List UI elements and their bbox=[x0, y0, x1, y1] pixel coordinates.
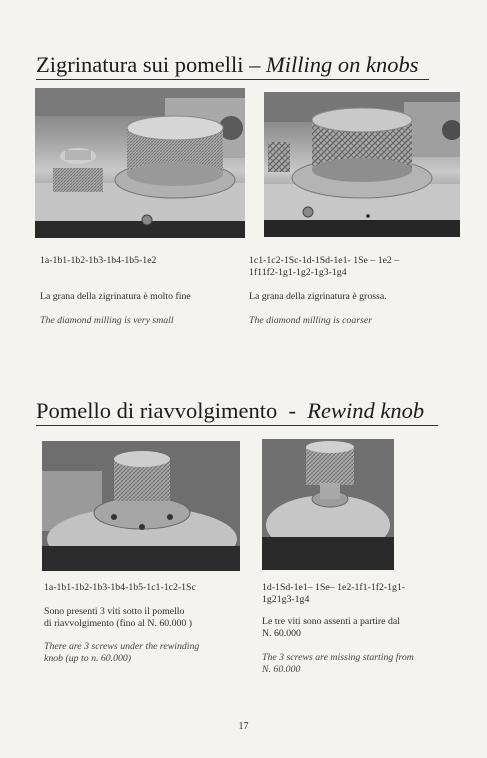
description-italian-fine: La grana della zigrinatura è molto fine bbox=[40, 291, 191, 302]
title-italian: Zigrinatura sui pomelli bbox=[36, 52, 244, 77]
description-english-with-screws-line2: knob (up to n. 60.000) bbox=[44, 653, 132, 664]
photo-coarse-milling-knob bbox=[264, 92, 460, 237]
camera-knob-illustration bbox=[264, 92, 460, 237]
section-title-milling bbox=[36, 52, 429, 80]
description-english-with-screws-line1: There are 3 screws under the rewinding bbox=[44, 641, 200, 652]
photo-fine-milling-knob bbox=[35, 88, 245, 238]
rewind-knob-illustration bbox=[262, 439, 394, 570]
description-italian-coarse: La grana della zigrinatura è grossa. bbox=[249, 291, 387, 302]
model-codes-coarse-line2: 1f11f2-1g1-1g2-1g3-1g4 bbox=[249, 267, 347, 278]
description-italian-without-screws-line1: Le tre viti sono assenti a partire dal bbox=[262, 616, 400, 627]
title-italian: Pomello di riavvolgimento bbox=[36, 398, 278, 423]
camera-knob-illustration bbox=[35, 88, 245, 238]
description-english-coarse: The diamond milling is coarser bbox=[249, 315, 373, 326]
title-english: Rewind knob bbox=[307, 398, 425, 423]
description-italian-with-screws-line1: Sono presenti 3 viti sotto il pomello bbox=[44, 606, 185, 617]
title-english: Milling on knobs bbox=[265, 52, 419, 77]
model-codes-fine: 1a-1b1-1b2-1b3-1b4-1b5-1e2 bbox=[40, 255, 157, 266]
model-codes-without-screws-line2: 1g21g3-1g4 bbox=[262, 594, 310, 605]
description-italian-without-screws-line2: N. 60.000 bbox=[262, 628, 301, 639]
description-english-without-screws-line2: N. 60.000 bbox=[262, 664, 301, 675]
title-separator: - bbox=[277, 398, 308, 423]
description-italian-with-screws-line2: di riavvolgimento (fino al N. 60.000 ) bbox=[44, 618, 193, 629]
model-codes-without-screws-line1: 1d-1Sd-1e1– 1Se– 1e2-1f1-1f2-1g1- bbox=[262, 582, 406, 593]
page-number: 17 bbox=[238, 721, 249, 732]
photo-rewind-knob-without-screws bbox=[262, 439, 394, 570]
model-codes-with-screws: 1a-1b1-1b2-1b3-1b4-1b5-1c1-1c2-1Sc bbox=[44, 582, 196, 593]
description-english-without-screws-line1: The 3 screws are missing starting from bbox=[262, 652, 414, 663]
section-title-rewind-knob bbox=[36, 398, 438, 426]
photo-rewind-knob-with-screws bbox=[42, 441, 240, 571]
model-codes-coarse-line1: 1c1-1c2-1Sc-1d-1Sd-1e1- 1Se – 1e2 – bbox=[249, 255, 400, 266]
description-english-fine: The diamond milling is very small bbox=[40, 315, 174, 326]
title-separator: – bbox=[243, 52, 266, 77]
rewind-knob-illustration bbox=[42, 441, 240, 571]
